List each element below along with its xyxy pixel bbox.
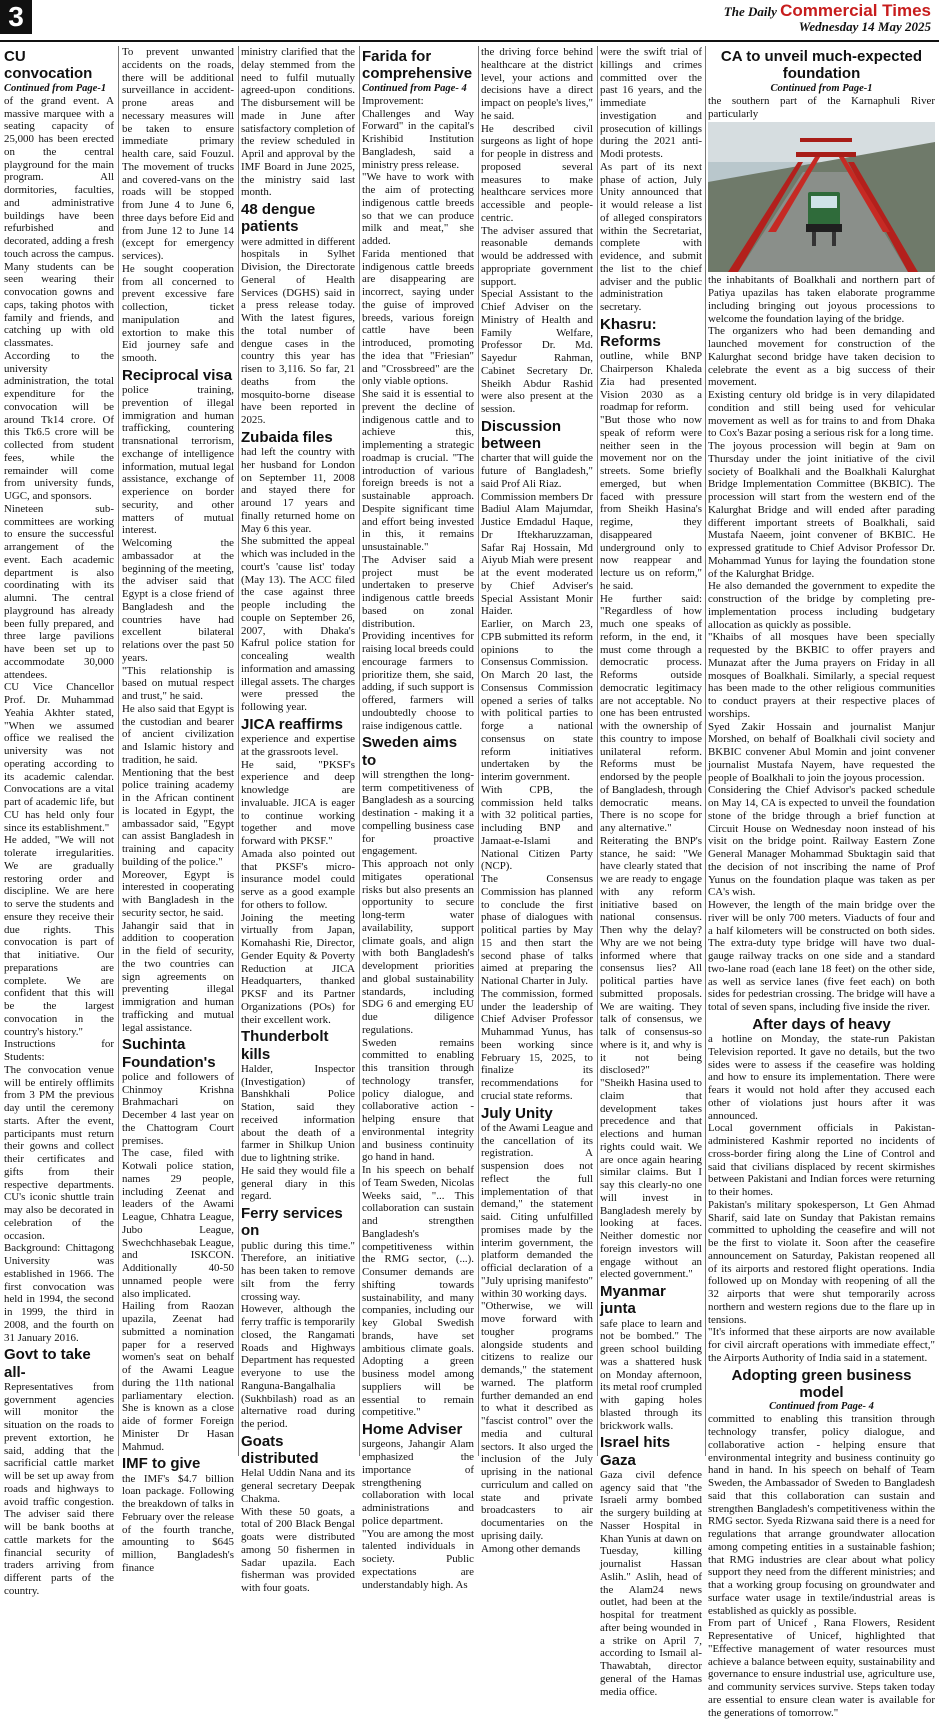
- paragraph: "This relationship is based on mutual respect and trust," he said.: [122, 664, 234, 702]
- paragraph: police training, prevention of illegal immigration and human trafficking, countering transnational terrorism, exchange of intelligence information, mutual legal assistance, exchange of experience on border security, and other matters of mutual interest.: [122, 384, 234, 537]
- paragraph: a hotline on Monday, the state-run Pakistan Television reported. It gave no details, but the two sides were to assess if the ceasefire was holding and how to ensure its implementation. There were fears it would not hold after they accused each other of violations just hours after it was announced.: [708, 1033, 935, 1122]
- headline: July Unity: [481, 1104, 553, 1122]
- paragraph: Welcoming the ambassador at the beginning of the meeting, the adviser said that Egypt is a close friend of Bangladesh and the countries have had excellent bilateral relations over the past 50 years.: [122, 537, 234, 664]
- paragraph: Sweden remains committed to enabling this transition through technology transfer, policy dialogue, and collaborative action - helping ensure that environmental integrity and business continuity go hand in hand.: [362, 1036, 474, 1164]
- paragraph: had left the country with her husband for London on September 11, 2008 and stayed there for around 17 years and finally returned home on May 6 this year.: [241, 446, 355, 535]
- column-3: [241, 46, 355, 1594]
- paragraph: He sought cooperation from all concerned to prevent excessive fare collection, ticket manipulation and extortion to make this Eid journey safe and smooth.: [122, 262, 234, 364]
- paragraph: Local government officials in Pakistan-administered Kashmir reported no incidents of cross-border firing along the Line of Control and said that civilians displaced by recent skirmishes between Pakistani and Indian forces were returning to their homes.: [708, 1122, 935, 1199]
- paragraph: He said they would file a general diary in this regard.: [241, 1164, 355, 1203]
- column-4: [362, 46, 474, 1591]
- paragraph: The convocation venue will be entirely offlimits from 3 PM the previous day until the ceremony starts. After the event, participants must return their gowns and collect their certificates and gifts from their respective departments. CU's iconic shuttle train may also be decorated in celebration of the occasion.: [4, 1063, 114, 1242]
- paragraph: From part of Unicef , Rana Flowers, Resident Representative of Unicef, highlighted that "Effective management of water resources must achieve a balance between equity, sustainability and governance to ensure industrial use, agriculture use, and community services survive. Steps taken today are essential to ensure clean water is available for the generations of tomorrow.": [708, 1617, 935, 1719]
- page-date: Wednesday 14 May 2025: [798, 18, 931, 34]
- paragraph: Among other demands: [481, 1542, 581, 1555]
- headline: CA to unveil much-expected foundation: [720, 48, 923, 83]
- paragraph: Improvement: Challenges and Way Forward" in the capital's Krishibid Institution Bangladesh, said a ministry press release.: [362, 94, 474, 171]
- paragraph: This approach not only mitigates operational risks but also presents an opportunity to secure long-term water availability, support climate goals, and align with both Bangladesh's development priorities and global sustainability standards, including SDG 6 and emerging EU due diligence regulations.: [362, 858, 474, 1036]
- headline: Reciprocal visa: [122, 366, 233, 384]
- column-7: [708, 46, 935, 1719]
- paragraph: The adviser assured that reasonable demands would be addressed with appropriate government support.: [481, 224, 593, 288]
- headline: Zubaida files: [241, 428, 333, 446]
- paragraph: The organizers who had been demanding and launched movement for construction of the Kalurghat second bridge have taken decision to celebrate the event as a big success of their movement.: [708, 325, 935, 389]
- paper-brand: Commercial Times: [780, 1, 931, 20]
- headline: Khasru: Reforms: [600, 315, 661, 350]
- paragraph: of the Awami League and the cancellation of its registration. A suspension does not reflect the full implementation of that demand," the statement said. Citing unfulfilled promises made by the interim government, the platform demanded the official declaration of a "July uprising manifesto" within 30 working days.: [481, 1121, 593, 1300]
- paragraph: CU Vice Chancellor Prof. Dr. Muhammad Yeahia Akhter stated, "When we assumed office we realised the university was not operating according to its academic calendar. Convocations are a vital part of academic life, but CU has held only four since its establishment.": [4, 681, 114, 834]
- paragraph: the inhabitants of Boalkhali and northern part of Patiya upazilas has taken elaborate programme including bringing out joyous processions to welcome the foundation laying of the bridge.: [708, 274, 935, 325]
- paragraph: According to the university administration, the total expenditure for the convocation will be around Tk14 crore. Of this Tk6.5 crore will be collected from student fees, while the remainder will come from university funds, UGC, and sponsors.: [4, 349, 114, 503]
- paragraph: He said, "PKSF's experience and deep knowledge are invaluable. JICA is eager to continue working together and move forward with PKSF.": [241, 758, 355, 847]
- headline: Israel hits Gaza: [600, 1434, 671, 1469]
- bridge-photo: [708, 122, 935, 272]
- paragraph: "But those who now speak of reform were neither seen in the movement nor on the streets. Some briefly emerged, but when faced with pressure from Sheikh Hasina's regime, they disappeared underground only to now reappear and lecture us on reform," he said.: [600, 414, 702, 592]
- continued-note: Continued from Page- 4: [769, 1401, 874, 1413]
- paragraph: However, although the ferry traffic is temporarily closed, the Rangamati Roads and Highways Department has requested everyone to use the Ranguna-Bangalhalia (Sukhbilash) road as an alternative road during the period.: [241, 1303, 355, 1430]
- paragraph: outline, while BNP Chairperson Khaleda Zia had presented Vision 2030 as a roadmap for reform.: [600, 350, 702, 414]
- paragraph: He described civil surgeons as light of hope for people in distress and proposed several measures to make healthcare services more accessible and people-centric.: [481, 122, 593, 224]
- paragraph: experience and expertise at the grassroots level.: [241, 733, 355, 758]
- paragraph: On March 20 last, the Consensus Commission opened a series of talks with political parties to forge a national consensus on state reform initiatives undertaken by the interim government.: [481, 669, 593, 783]
- column-2: [122, 46, 234, 1574]
- column-divider: [705, 46, 706, 1456]
- paragraph: The Adviser said a project must be undertaken to preserve indigenous cattle breeds based on zonal distribution.: [362, 553, 474, 630]
- paragraph: Background: Chittagong University was established in 1966. The first convocation was held in 1994, the second in 1999, the third in 2008, and the fourth on 31 January 2016.: [4, 1242, 114, 1344]
- paragraph: He also demanded the government to expedite the construction of the bridge by completing pre-implementation process including budgetary allocation as quickly as possible.: [708, 580, 935, 631]
- paragraph: Providing incentives for raising local breeds could encourage farmers to prioritize them, she said, adding, if such support is offered, farmers will undoubtedly choose to raise indigenous cattle.: [362, 630, 474, 732]
- headline: Adopting green business model: [731, 1366, 912, 1401]
- paragraph: of the grand event. A massive marquee with a seating capacity of 25,000 has been erected on the central playground for the main program. All dormitories, faculties, and administrative buildings have been refurbished and decorated, adding a fresh touch across the campus. Many students can be seen wearing their convocation gowns and caps, taking photos with family and friends, and catching up with old classmates.: [4, 94, 114, 350]
- paragraph: Hailing from Raozan upazila, Zeenat had submitted a nomination paper for a reserved women's seat on behalf of the Awami League during the 11th national parliamentary election. She is known as a close aide of former Foreign Minister Dr Hasan Mahmud.: [122, 1300, 234, 1453]
- paragraph: Representatives from government agencies will monitor the situation on the roads to prevent extortion, he said, adding that the sacrificial cattle market will be set up away from roads and highways to avoid traffic congestion. The adviser said there will be bank booths at cattle markets for the financial security of traders arriving from different parts of the country.: [4, 1380, 114, 1597]
- paragraph: In his speech on behalf of Team Sweden, Nicolas Weeks said, "... This collaboration can sustain and strengthen Bangladesh's competitiveness within the RMG sector, (...). Consumer demands are shifting towards sustainability, and many companies, including our key Global Swedish brands, have set ambitious climate goals. Adopting a green business model among suppliers will be essential to remain competitive.": [362, 1164, 474, 1419]
- paragraph: He added, "We will not tolerate irregularities. We are gradually restoring order and discipline. We are here to serve the students and ensure they receive their due rights. This convocation is part of that initiative. Our preparations are complete. We are confident that this will be the largest convocation in the country's history.": [4, 834, 114, 1038]
- paragraph: the IMF's $4.7 billion loan package. Following the breakdown of talks in February over the release of the fourth tranche, amounting to $645 million, Bangladesh's finance: [122, 1472, 234, 1574]
- paragraph: ministry clarified that the delay stemmed from the need to fulfil mutually agreed-upon conditions. The disbursement will be made in June after satisfactory completion of the review scheduled in April and approval by the IMF Board in June 2025, the ministry said last month.: [241, 46, 355, 199]
- paragraph: Gaza civil defence agency said that "the Israeli army bombed the surgery building at Nasser Hospital in Khan Yunis at dawn on Tuesday, killing journalist Hassan Aslih." Aslih, head of the Alam24 news outlet, had been at the hospital for treatment after being wounded in a strike on April 7, according to Ismail al-Thawabtah, director general of the Hamas media office.: [600, 1468, 702, 1698]
- paragraph: Joining the meeting virtually from Japan, Komahashi Rie, Director, Gender Equity & Poverty Reduction at JICA Headquarters, thanked PKSF and its Partner Organizations (POs) for their excellent work.: [241, 911, 355, 1026]
- paragraph: the southern part of the Karnaphuli River particularly: [708, 94, 935, 120]
- paper-prefix: The Daily: [723, 4, 777, 19]
- paragraph: Helal Uddin Nana and its general secretary Deepak Chakma.: [241, 1467, 355, 1505]
- paragraph: Considering the Chief Advisor's packed schedule on May 14, CA is expected to unveil the foundation stone of the bridge through a brief function at Circuit House on Wednesday noon instead of his visit on the bridge point. Railway Eastern Zone General Manager Mohammad Sbuktagin said that the decision of not inscribing the name of Prof Yunus on the foundation plaque was taken as per CA's wish.: [708, 784, 935, 899]
- headline: Discussion between: [481, 417, 562, 452]
- paragraph: Amada also pointed out that PKSF's micro-insurance model could serve as a good example for others to follow.: [241, 847, 355, 911]
- column-divider: [478, 46, 479, 1456]
- paragraph: Existing century old bridge is in very dilapidated condition and still being used for vehicular movement as well as for trains to and from Dhaka to Cox's Bazar posing a serious risk for a long time.: [708, 389, 935, 440]
- paragraph: Jahangir said that in addition to cooperation in the field of security, the two countries can sign agreements on preventing illegal immigration and human trafficking and mutual legal assistance.: [122, 919, 234, 1034]
- paragraph: She submitted the appeal which was included in the court's 'cause list' today (May 13). The ACC filed the case against three people including the couple on September 26, 2007, with Dhaka's Kafrul police station for concealing wealth information and amassing illegal assets. The charges were pressed the following year.: [241, 535, 355, 713]
- column-divider: [359, 46, 360, 1456]
- paragraph: Commission members Dr Badiul Alam Majumdar, Justice Emdadul Haque, Dr Iftekharuzzaman, Safar Raj Hossain, Md Aiyub Miah were present at the event moderated by Chief Adviser's Special Assistant Monir Haider.: [481, 490, 593, 618]
- column-divider: [118, 46, 119, 1456]
- headline: Farida for comprehensive: [362, 48, 473, 83]
- paragraph: Moreover, Egypt is interested in cooperating with Bangladesh in the security sector, he said.: [122, 868, 234, 919]
- paragraph: Syed Zakir Hossain and journalist Manjur Morshed, on behalf of Boalkhali civil society and BKBIC convener Abul Momin and joint convener journalist Mustafa Nayem, have requested the people of Boalkhali to join the joyous procession.: [708, 720, 935, 784]
- headline: JICA reaffirms: [241, 715, 343, 733]
- continued-note: Continued from Page- 4: [362, 82, 467, 94]
- paragraph: The case, filed with Kotwali police station, names 29 people, including Zeenat and leaders of the Awami League, Chhatra League, Jubo League, Swechchhasebak League, and ISKCON. Additionally 40-50 unnamed people were also implicated.: [122, 1147, 234, 1300]
- paragraph: The Consensus Commission has planned to conclude the first phase of dialogues with political parties by May 15 and then start the second phase of talks aimed at preparing the National Charter in July.: [481, 873, 593, 987]
- headline: Sweden aims to: [362, 734, 458, 769]
- headline: 48 dengue patients: [241, 201, 316, 236]
- paragraph: Special Assistant to the Chief Adviser on the Ministry of Health and Family Welfare, Professor Dr. Md. Sayedur Rahman, Cabinet Secretary Dr. Sheikh Abdur Rashid were also present at the session.: [481, 288, 593, 415]
- paragraph: With CPB, the commission held talks with 32 political parties, including BNP and Jamaat-e-Islami and National Citizen Party (NCP).: [481, 783, 593, 873]
- paragraph: "It's informed that these airports are now available for civil aircraft operations with immediate effect," the Airports Authority of India said in a statement.: [708, 1326, 935, 1364]
- paragraph: surgeons, Jahangir Alam emphasized the importance of strengthening collaboration with local administrations and police department.: [362, 1438, 474, 1527]
- column-divider: [238, 46, 239, 1456]
- paragraph: However, the length of the main bridge over the river will be only 700 meters. Viaducts of four and a half kilometers will be constructed on both sides. The extra-duty type bridge will have two dual-gauge railway tracks on one side and a standard two-lane road (each lane 18 feet) on the other side, as well as service lanes (five feet each) on both sides for pedestrian crossing. The bridge will have a total of seven spans, including five inside the river.: [708, 899, 935, 1014]
- paragraph: were the swift trial of killings and crimes committed over the past 16 years, and the immediate investigation and prosecution of killings during the 2021 anti-Modi protests.: [600, 46, 702, 160]
- paragraph: were admitted in different hospitals in Sylhet Division, the Directorate General of Health Services (DGHS) said in a press release today. With the latest figures, the total number of dengue cases in the country this year has risen to 3,116. So far, 21 deaths from the mosquito-borne disease have been reported in 2025.: [241, 235, 355, 426]
- paragraph: Nineteen sub-committees are working to ensure the successful arrangement of the event. Each academic department is also coordinating with its alumni. The central playground has already been fully prepared, and three large pavilions have been set up to accommodate 30,000 attendees.: [4, 502, 114, 681]
- paragraph: "We have to work with the aim of protecting indigenous cattle breeds so that we can produce milk and meat," she added.: [362, 171, 474, 248]
- paragraph: She said it is essential to prevent the decline of indigenous cattle and to achieve this, implementing a strategic roadmap is crucial. "The introduction of various foreign breeds is not a sustainable approach. Despite significant time and effort being invested in this, it remains unsustainable.": [362, 388, 474, 554]
- column-5: [481, 46, 593, 1555]
- paragraph: police and followers of Chinmoy Krishna Brahmachari on December 4 last year on the Chattogram Court premises.: [122, 1070, 234, 1147]
- paragraph: Halder, Inspector (Investigation) of Banshkhali Police Station, said they received information about the death of a farmer in Shilkup Union due to lightning strike.: [241, 1062, 355, 1164]
- paragraph: The joyous procession will begin at 9am on Thursday under the joint initiative of the civil society of Boalkhali and the Boalkhali Kalurghat Bridge Implementation Committee (BKBIC). The procession will start from the western end of the Kalurghat Bridge and will ended after parading different important streets of Boalkhali, said Mustafa Naeem, joint convener of BKBIC. He expressed gratitude to Chief Advisor Professor Dr. Mohammad Yunus for laying the foundation stone of the Kalurghat Bridge.: [708, 440, 935, 580]
- headline: Thunderbolt kills: [241, 1028, 329, 1063]
- continued-note: Continued from Page-1: [770, 82, 873, 94]
- paragraph: safe place to learn and not be bombed." The green school building was a shattered husk on Monday afternoon, its metal roof crumpled with gaping holes blasted through its brickwork walls.: [600, 1317, 702, 1432]
- paragraph: will strengthen the long-term competitiveness of Bangladesh as a sourcing destination - making it a compelling business case for proactive engagement.: [362, 768, 474, 858]
- paragraph: To prevent unwanted accidents on the roads, there will be additional surveillance in accident-prone areas and necessary measures will be taken to ensure immediate primary health care, said Fouzul. The movement of trucks and covered-vans on the roads will be stopped from June 4 to June 6, three days before Eid and from June 12 to June 14 (except for emergency services).: [122, 46, 234, 262]
- paragraph: "You are among the most talented individuals in society. Public expectations are understandably high. As: [362, 1527, 474, 1591]
- paragraph: Earlier, on March 23, CPB submitted its reform opinions to the Consensus Commission.: [481, 618, 593, 669]
- headline: IMF to give: [122, 1455, 201, 1473]
- headline: Home Adviser: [362, 1421, 463, 1439]
- paragraph: charter that will guide the future of Bangladesh," said Prof Ali Riaz.: [481, 452, 593, 490]
- paragraph: "Khaibs of all mosques have been specially requested by the BKBIC to offer prayers and Munazat after the Juma prayers on Friday in all mosques of Boalkhali. Similarly, a special request has been made to the other religious communities to conduct prayers at their respective places of worships.: [708, 631, 935, 720]
- paragraph: committed to enabling this transition through technology transfer, policy dialogue, and collaborative action - helping ensure that environmental integrity and business continuity go hand in hand. In his speech on behalf of Team Sweden, the Ambassador of Sweden to Bangladesh said that this collaboration can sustain and strengthen Bangladesh's competitiveness within the RMG sector. Syeda Rizwana said there is a need for regulations that arrange groundwater allocation among competing entities in a sustainable fashion; that RMG industries are clear about what policy support they need from the different ministries; and that a working group focusing on groundwater and surface water usage in textile/industrial areas is established as quickly as possible.: [708, 1413, 935, 1617]
- column-6: [600, 46, 702, 1698]
- headline: Myanmar junta: [600, 1283, 666, 1318]
- paragraph: Mentioning that the best police training academy in the African continent is located in Egypt, the ambassador said, "Egypt can assist Bangladesh in training and capacity building of the police.": [122, 766, 234, 868]
- column-divider: [597, 46, 598, 1456]
- column-1: [4, 46, 114, 1597]
- headline: CU convocation: [4, 48, 93, 83]
- masthead: [724, 2, 931, 33]
- paragraph: As part of its next phase of action, July Unity announced that it would release a list of alleged conspirators within the Secretariat, complete with evidence, and submit the list to the chief adviser and the public administration secretary.: [600, 160, 702, 313]
- paragraph: Instructions for Students:: [4, 1038, 114, 1064]
- paragraph: The commission, formed under the leadership of Chief Adviser Professor Muhammad Yunus, has been working since February 15, 2025, to finalize its recommendations for crucial state reforms.: [481, 987, 593, 1102]
- paragraph: Farida mentioned that indigenous cattle breeds are disappearing are incorrect, saying under the guise of improved breeds, various foreign cattle have been introduced, promoting the idea that "Friesian" and "Crossbreed" are the only viable options.: [362, 247, 474, 388]
- continued-note: Continued from Page-1: [4, 82, 107, 94]
- paragraph: "Otherwise, we will move forward with tougher programs alongside students and citizens to realize our demands," the statement warned. The platform further demanded an end to what it described as "fascist control" over the media and cultural sectors. It also urged the inclusion of the July uprising in the national curriculum and called on state and private broadcasters to air documentaries on the uprising daily.: [481, 1300, 593, 1542]
- paragraph: He also said that Egypt is the custodian and bearer of ancient civilization and Islamic history and tradition, he said.: [122, 702, 234, 766]
- paragraph: the driving force behind healthcare at the district level, your actions and decisions have a direct impact on people's lives," he said.: [481, 46, 593, 122]
- paragraph: public during this time." Therefore, an initiative has been taken to remove silt from the ferry crossing way.: [241, 1239, 355, 1303]
- headline: Govt to take all-: [4, 1346, 91, 1381]
- paragraph: Reiterating the BNP's stance, he said: "We have clearly stated that we are ready to engage with any reform initiative based on national consensus. Then why the delay? Why are we not being informed where that consensus lies? All political parties have submitted proposals. We are waiting. They talk of consensus, we talk of consensus-so where is it, and why is it not being disclosed?": [600, 834, 702, 1077]
- paragraph: With these 50 goats, a total of 200 Black Bengal goats were distributed among 50 fishermen in Sadar upazila. Each fisherman was provided with four goats.: [241, 1505, 355, 1594]
- paragraph: "Sheikh Hasina used to claim that development takes precedence and that elections and human rights could wait. We are once again hearing similar claims. But I say this clearly-no one will invest in Bangladesh merely by looking at faces. Neither domestic nor foreign investors will engage without an elected government.": [600, 1077, 702, 1281]
- headline: After days of heavy: [752, 1015, 891, 1033]
- paragraph: Pakistan's military spokesperson, Lt Gen Ahmad Sharif, said late on Sunday that Pakistan remains committed to upholding the ceasefire and will not be the first to violate it. Soon after the ceasefire announcement on Saturday, Pakistan reopened all of its airports and restored flight operations. India followed up on Monday with reopening of all the 32 airports that were shut temporarily across northern and western regions due to the flare up in tensions.: [708, 1198, 935, 1326]
- headline: Suchinta Foundation's: [122, 1036, 216, 1071]
- page-number: 3: [0, 0, 32, 34]
- headline: Ferry services on: [241, 1205, 343, 1240]
- header-rule: [0, 40, 939, 42]
- paragraph: He further said: "Regardless of how much one speaks of reform, in the end, it must come through a democratic process. Reforms outside democratic legitimacy are not acceptable. No one has been entrusted with the ownership of this country to impose unilateral reform. Reforms must be endorsed by the people of Bangladesh, through democratic means. There is no scope for any alternative.": [600, 592, 702, 834]
- headline: Goats distributed: [241, 1432, 319, 1467]
